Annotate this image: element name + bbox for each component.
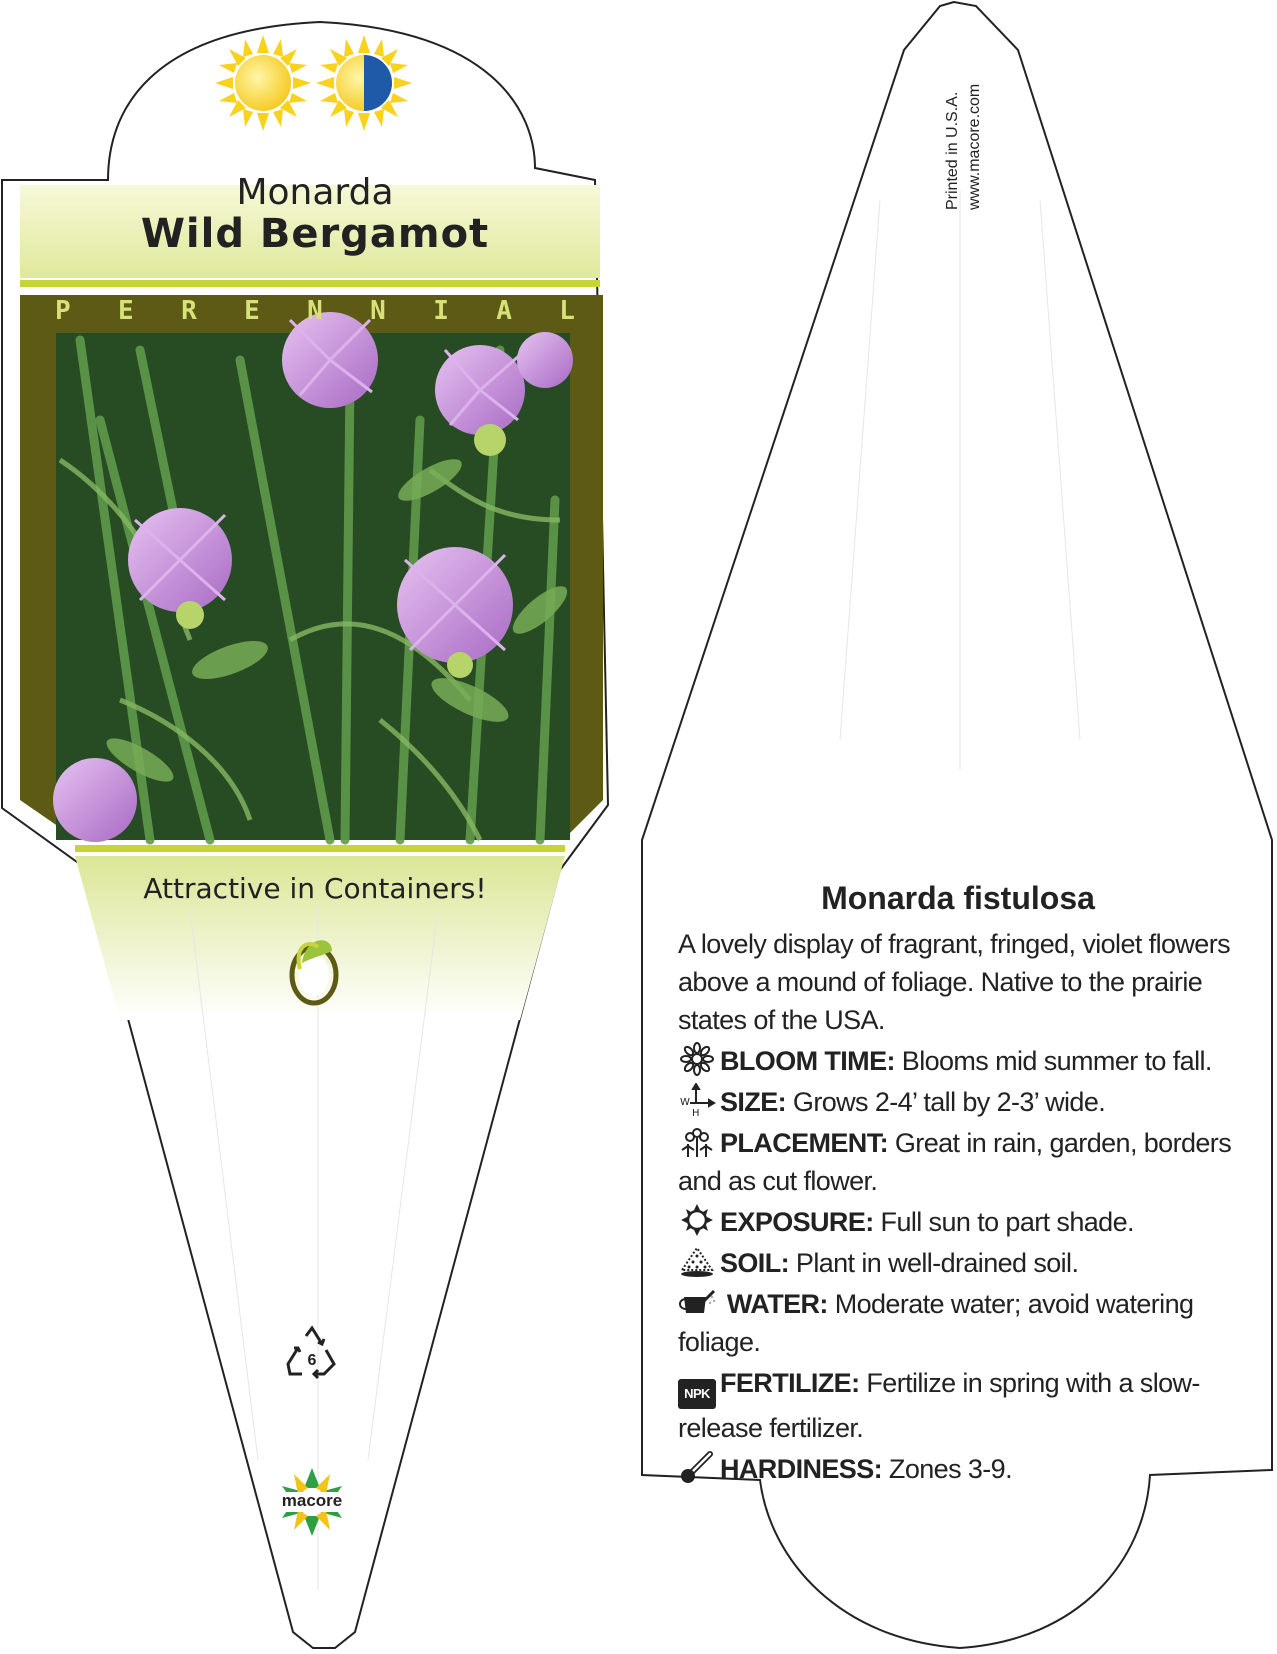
care-text: Blooms mid summer to fall. xyxy=(901,1046,1212,1076)
category-letter: E xyxy=(118,296,134,326)
care-label: FERTILIZE: xyxy=(720,1368,860,1398)
care-label: EXPOSURE: xyxy=(720,1207,874,1237)
printed-in: Printed in U.S.A. xyxy=(944,91,961,210)
tagline: Attractive in Containers! xyxy=(143,872,487,905)
variety-name: Wild Bergamot xyxy=(140,211,490,257)
care-label: SOIL: xyxy=(720,1248,789,1278)
care-text: Zones 3-9. xyxy=(888,1454,1012,1484)
care-label: SIZE: xyxy=(720,1087,787,1117)
category-letter: R xyxy=(181,296,197,326)
care-label: BLOOM TIME: xyxy=(720,1046,895,1076)
full-sun-icon xyxy=(215,35,311,131)
svg-text:H: H xyxy=(692,1108,699,1117)
print-info xyxy=(942,20,986,210)
care-label: WATER: xyxy=(726,1289,828,1319)
care-info xyxy=(678,880,1258,1488)
botanical-name: Monarda fistulosa xyxy=(821,880,1095,916)
thermometer-icon xyxy=(678,1450,716,1484)
sun-icon xyxy=(678,1203,716,1237)
care-row-placement xyxy=(678,1124,1258,1200)
category-letter: N xyxy=(307,296,323,326)
common-name: Monarda xyxy=(236,172,394,213)
recycle-number: 6 xyxy=(307,1352,317,1369)
care-label: HARDINESS: xyxy=(720,1454,883,1484)
category-letter: E xyxy=(244,296,260,326)
category-letter: N xyxy=(370,296,386,326)
size-icon xyxy=(678,1083,716,1117)
care-label: PLACEMENT: xyxy=(720,1128,888,1158)
care-text: Full sun to part shade. xyxy=(880,1207,1134,1237)
care-row-bloom xyxy=(678,1042,1258,1080)
watering-can-icon xyxy=(678,1285,716,1319)
care-row-water xyxy=(678,1285,1258,1361)
care-text: Grows 2-4’ tall by 2-3’ wide. xyxy=(792,1087,1106,1117)
care-text: Fertilize in spring with a slow-release fertilizer. xyxy=(678,1368,1200,1443)
category-letter: P xyxy=(55,296,71,326)
placement-icon xyxy=(678,1124,716,1158)
care-row-exposure xyxy=(678,1203,1258,1241)
category-label xyxy=(55,296,575,326)
care-row-size xyxy=(678,1083,1258,1121)
website: www.macore.com xyxy=(966,83,983,210)
flower-icon xyxy=(678,1042,716,1076)
frame-bottom-lime xyxy=(75,845,565,852)
care-text: Moderate water; avoid watering foliage. xyxy=(678,1289,1194,1357)
care-row-hardiness xyxy=(678,1450,1258,1488)
description: A lovely display of fragrant, fringed, violet flowers above a mound of foliage. Native to the prairie states of the USA. xyxy=(678,929,1230,1035)
care-text: Great in rain, garden, borders and as cut flower. xyxy=(678,1128,1232,1196)
svg-text:W: W xyxy=(680,1097,690,1108)
category-letter: I xyxy=(433,296,449,326)
category-letter: L xyxy=(559,296,575,326)
brand-name: macore xyxy=(281,1491,343,1510)
care-text: Plant in well-drained soil. xyxy=(795,1248,1079,1278)
soil-icon xyxy=(678,1244,716,1278)
part-shade-icon xyxy=(316,35,412,131)
care-row-fertilize xyxy=(678,1364,1258,1447)
npk-icon: NPK xyxy=(678,1379,716,1409)
care-row-soil xyxy=(678,1244,1258,1282)
header-underline xyxy=(20,280,600,287)
plant-photo xyxy=(53,312,574,842)
category-letter: A xyxy=(496,296,512,326)
